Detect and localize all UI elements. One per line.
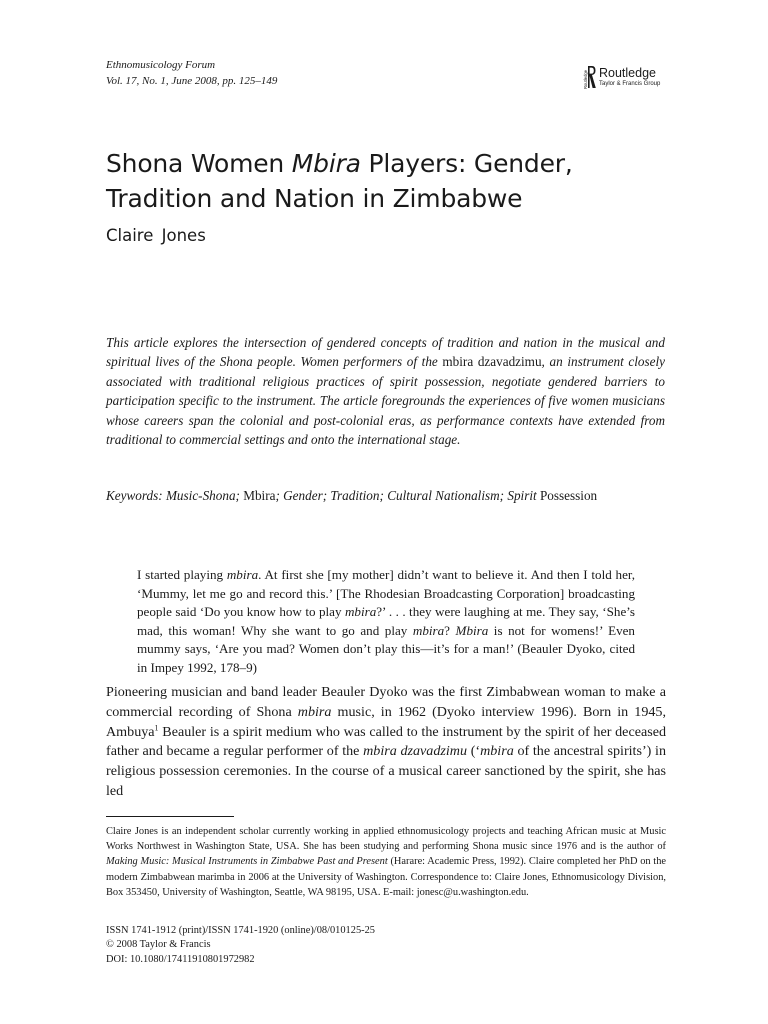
abstract <box>106 333 665 449</box>
abstract-term: mbira dzavadzimu <box>442 354 542 370</box>
epigraph-quote <box>137 566 635 678</box>
doi-line: DOI: 10.1080/17411910801972982 <box>106 953 255 965</box>
journal-name: Ethnomusicology Forum <box>106 59 216 71</box>
publisher-block <box>582 64 660 90</box>
keyword-term-possession: Possession <box>539 488 598 503</box>
routledge-logo-icon <box>582 64 596 90</box>
author-note-text-rest: (Harare: Academic Press, 1992). Claire completed her PhD on the modern Zimbabwean marimba in 2006 at the University of Washington. Correspondence to: Claire Jones, Ethnomusicology Division, Box 353450, University of Washington, Seattle, WA 98195, USA. E-mail: jonesc@u.washington.edu. <box>106 856 666 898</box>
quote-term: mbira <box>226 567 259 582</box>
footnote-marker[interactable]: 1 <box>154 722 159 732</box>
publisher-name: Routledge <box>599 66 656 81</box>
author-note <box>106 824 666 900</box>
quote-text: . At first she [my mother] didn’t want to believe it. And then I told her, ‘Mummy, let me go and record this.’ [The Rhodesian Broadcasting Corporation] broadcasting people said ‘Do you know how to play <box>137 567 635 620</box>
keywords <box>106 486 665 505</box>
body-term: mbira <box>297 703 332 720</box>
author-note-text: Claire Jones is an independent scholar currently working in applied ethnomusicology projects and teaching African music at Music Works Northwest in Washington State, USA. She has been studying and performing Shona music since 1976 and is the author of <box>106 826 666 853</box>
abstract-text: This article explores the intersection of gendered concepts of tradition and nation in the musical and spiritual lives of the Shona people. Women performers of the <box>106 335 665 370</box>
body-text: music, in 1962 (Dyoko interview 1996). Born in 1945, Ambuya <box>106 703 666 740</box>
keywords-label: Keywords: Music-Shona; <box>106 488 244 503</box>
body-text: (‘ <box>467 743 481 760</box>
author-name: Claire Jones <box>106 226 206 245</box>
quote-text: ? <box>444 622 456 638</box>
logo-vertical-text: Routledge <box>583 69 588 89</box>
body-term: mbira <box>480 743 514 760</box>
footnote-divider <box>106 816 234 817</box>
quote-text: I started playing <box>137 567 227 582</box>
quote-term: mbira <box>412 622 445 638</box>
publisher-group: Taylor & Francis Group <box>599 80 661 87</box>
keywords-rest: ; Gender; Tradition; Cultural Nationalism; Spirit <box>275 488 540 503</box>
quote-text: ?’ . . . they were laughing at me. They say, ‘She’s mad, this woman! Why she want to go and play <box>137 604 635 638</box>
book-title: Making Music: Musical Instruments in Zimbabwe Past and Present <box>106 856 388 868</box>
copyright-line: © 2008 Taylor & Francis <box>106 939 211 951</box>
title-italic-term: Mbira <box>291 149 361 178</box>
journal-citation: Vol. 17, No. 1, June 2008, pp. 125–149 <box>106 75 278 87</box>
article-title <box>106 146 666 216</box>
title-text-rest: Players: Gender, Tradition and Nation in Zimbabwe <box>106 149 573 213</box>
body-paragraph <box>106 683 666 802</box>
abstract-text-rest: , an instrument closely associated with traditional religious practices of spirit possession, negotiate gendered barriers to participation specific to the instrument. The article foregrounds the experiences of five women musicians whose careers span the colonial and post-colonial eras, as performance contexts have extended from traditional to commercial settings and onto the international stage. <box>106 354 665 448</box>
body-text: Beauler is a spirit medium who was called to the instrument by the spirit of her deceased father and became a regular performer of the <box>106 723 666 760</box>
quote-term: mbira <box>344 604 377 620</box>
quote-term: Mbira <box>455 622 489 638</box>
quote-text: is not for womens!’ Even mummy says, ‘Are you mad? Women don’t play this—it’s for a man!’ (Beauler Dyoko, cited in Impey 1992, 178–9) <box>137 622 635 675</box>
body-text: of the ancestral spirits’) in religious possession ceremonies. In the course of a musical career sanctioned by the spirit, she has led <box>106 743 666 799</box>
journal-header <box>106 57 277 89</box>
issn-line: ISSN 1741-1912 (print)/ISSN 1741-1920 (online)/08/010125-25 <box>106 925 375 936</box>
body-text: Pioneering musician and band leader Beauler Dyoko was the first Zimbabwean woman to make a commercial recording of Shona <box>106 684 666 720</box>
keyword-term: Mbira <box>243 488 276 503</box>
body-term: mbira dzavadzimu <box>363 743 468 760</box>
title-text: Shona Women <box>106 149 292 178</box>
issn-block <box>106 924 375 967</box>
